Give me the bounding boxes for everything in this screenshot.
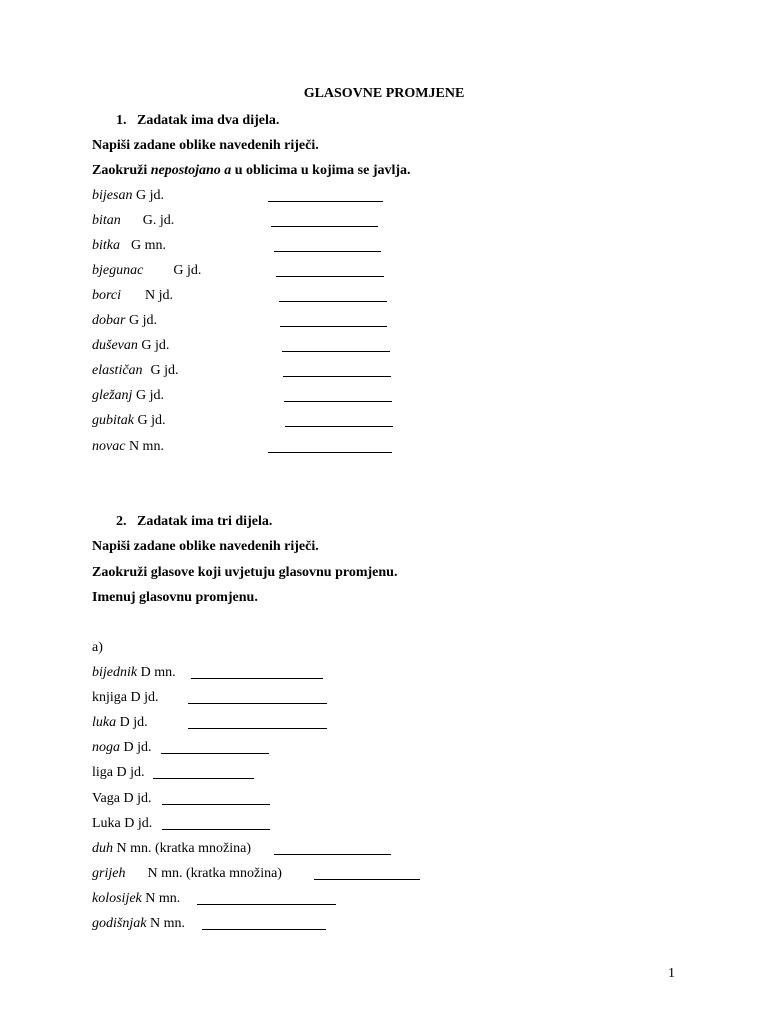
task1-number: 1. — [116, 113, 127, 128]
answer-blank[interactable] — [274, 251, 381, 252]
task2-item-word: liga D jd. — [92, 765, 145, 780]
task1-heading-text: Zadatak ima dva dijela. — [137, 113, 280, 128]
task1-item-word: bijesan G jd. — [92, 188, 164, 203]
answer-blank[interactable] — [274, 854, 391, 855]
task2-item-word: noga D jd. — [92, 740, 152, 755]
answer-blank[interactable] — [276, 276, 384, 277]
answer-blank[interactable] — [283, 376, 391, 377]
task2-item-word: duh N mn. (kratka množina) — [92, 841, 252, 856]
task1-item-word: novac N mn. — [92, 439, 164, 454]
answer-blank[interactable] — [268, 201, 383, 202]
answer-blank[interactable] — [162, 829, 270, 830]
answer-blank[interactable] — [268, 452, 392, 453]
subpart-label: a) — [92, 640, 103, 655]
task2-number: 2. — [116, 514, 127, 529]
page-title: GLASOVNE PROMJENE — [303, 86, 465, 101]
answer-blank[interactable] — [284, 401, 392, 402]
task1-item-word: duševan G jd. — [92, 338, 170, 353]
answer-blank[interactable] — [191, 678, 323, 679]
task2-instruction-2: Zaokruži glasove koji uvjetuju glasovnu promjenu. — [92, 565, 398, 580]
task1-item-word: gležanj G jd. — [92, 388, 164, 403]
task2-heading-text: Zadatak ima tri dijela. — [137, 514, 273, 529]
answer-blank[interactable] — [161, 753, 269, 754]
task1-item-word: bitan G. jd. — [92, 213, 175, 228]
page-number: 1 — [668, 966, 675, 981]
task2-instruction-1: Napiši zadane oblike navedenih riječi. — [92, 539, 319, 554]
task1-item-word: dobar G jd. — [92, 313, 157, 328]
answer-blank[interactable] — [279, 301, 387, 302]
answer-blank[interactable] — [280, 326, 387, 327]
answer-blank[interactable] — [202, 929, 326, 930]
task2-instruction-3: Imenuj glasovnu promjenu. — [92, 590, 258, 605]
answer-blank[interactable] — [188, 728, 327, 729]
task1-item-word: gubitak G jd. — [92, 413, 166, 428]
task2-item-word: godišnjak N mn. — [92, 916, 185, 931]
task2-item-word: Vaga D jd. — [92, 791, 152, 806]
task1-heading — [116, 113, 279, 129]
task1-item-word: bitka G mn. — [92, 238, 166, 253]
answer-blank[interactable] — [153, 778, 254, 779]
answer-blank[interactable] — [197, 904, 336, 905]
answer-blank[interactable] — [162, 804, 270, 805]
answer-blank[interactable] — [188, 703, 327, 704]
task2-item-word: Luka D jd. — [92, 816, 153, 831]
task1-item-word: bjegunac G jd. — [92, 263, 202, 278]
answer-blank[interactable] — [282, 351, 390, 352]
task2-heading — [116, 514, 272, 530]
task2-item-word: luka D jd. — [92, 715, 148, 730]
task2-item-word: knjiga D jd. — [92, 690, 159, 705]
answer-blank[interactable] — [271, 226, 378, 227]
task1-item-word: borci N jd. — [92, 288, 174, 303]
answer-blank[interactable] — [314, 879, 420, 880]
answer-blank[interactable] — [285, 426, 393, 427]
task1-instruction-2: Zaokruži nepostojano a u oblicima u kojima se javlja. — [92, 163, 411, 178]
task2-item-word: kolosijek N mn. — [92, 891, 181, 906]
task1-instruction-1: Napiši zadane oblike navedenih riječi. — [92, 138, 319, 153]
task1-item-word: elastičan G jd. — [92, 363, 179, 378]
task2-item-word: grijeh N mn. (kratka množina) — [92, 866, 282, 881]
task2-item-word: bijednik D mn. — [92, 665, 176, 680]
